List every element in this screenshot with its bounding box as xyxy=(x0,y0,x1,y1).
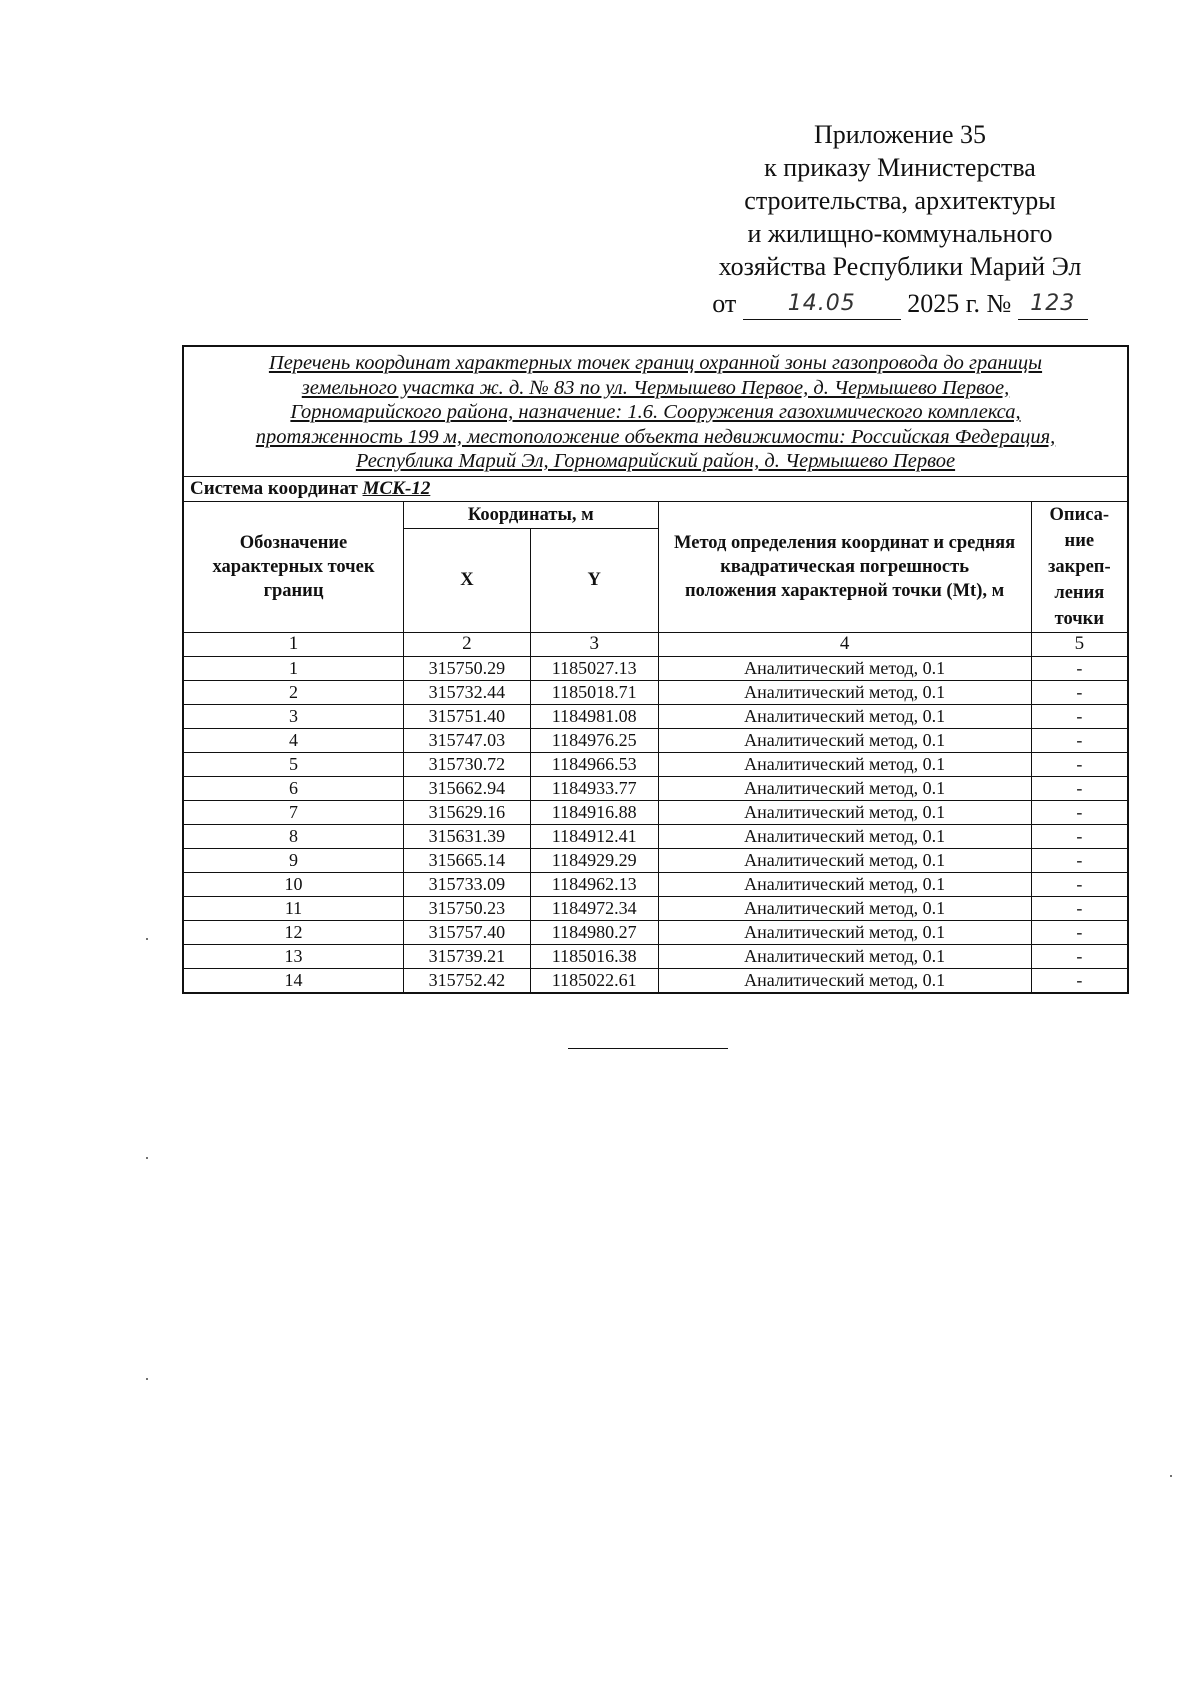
y-cell: 1184980.27 xyxy=(530,920,658,944)
y-cell: 1184912.41 xyxy=(530,824,658,848)
header-method: Метод определения координат и средняя квадратическая погрешность положения характерной точки (Mt), м xyxy=(658,501,1031,632)
table-row xyxy=(183,968,1128,993)
x-cell: 315750.23 xyxy=(404,896,531,920)
scan-speck xyxy=(146,1157,148,1159)
x-cell: 315730.72 xyxy=(404,752,531,776)
table-row xyxy=(183,896,1128,920)
table-row xyxy=(183,920,1128,944)
appendix-line: хозяйства Республики Марий Эл xyxy=(718,252,1082,281)
header-description-line: ние xyxy=(1064,530,1095,551)
y-cell: 1184933.77 xyxy=(530,776,658,800)
x-cell: 315662.94 xyxy=(404,776,531,800)
column-number: 3 xyxy=(530,632,658,656)
appendix-line: Приложение 35 xyxy=(813,120,987,149)
column-number: 4 xyxy=(658,632,1031,656)
point-number-cell: 7 xyxy=(183,800,404,824)
table-row xyxy=(183,680,1128,704)
table-row xyxy=(183,776,1128,800)
description-cell: - xyxy=(1031,800,1128,824)
number-field xyxy=(1018,289,1088,320)
method-cell: Аналитический метод, 0.1 xyxy=(658,680,1031,704)
method-cell: Аналитический метод, 0.1 xyxy=(658,800,1031,824)
x-cell: 315665.14 xyxy=(404,848,531,872)
table-body xyxy=(183,656,1128,993)
method-cell: Аналитический метод, 0.1 xyxy=(658,752,1031,776)
table-title-line: протяженность 199 м, местоположение объекта недвижимости: Российская Федерация, xyxy=(255,425,1056,448)
description-cell: - xyxy=(1031,872,1128,896)
table-row xyxy=(183,656,1128,680)
header-point: Обозначение характерных точек границ xyxy=(183,501,404,632)
coordinate-system-value: МСК-12 xyxy=(362,477,431,499)
y-cell: 1185018.71 xyxy=(530,680,658,704)
y-cell: 1184966.53 xyxy=(530,752,658,776)
column-number-row xyxy=(183,632,1128,656)
point-number-cell: 13 xyxy=(183,944,404,968)
description-cell: - xyxy=(1031,920,1128,944)
x-cell: 315747.03 xyxy=(404,728,531,752)
point-number-cell: 6 xyxy=(183,776,404,800)
appendix-line: строительства, архитектуры xyxy=(744,186,1056,215)
method-cell: Аналитический метод, 0.1 xyxy=(658,704,1031,728)
x-cell: 315750.29 xyxy=(404,656,531,680)
description-cell: - xyxy=(1031,848,1128,872)
x-cell: 315739.21 xyxy=(404,944,531,968)
description-cell: - xyxy=(1031,896,1128,920)
table-row xyxy=(183,704,1128,728)
table-row xyxy=(183,728,1128,752)
description-cell: - xyxy=(1031,704,1128,728)
table-row xyxy=(183,872,1128,896)
appendix-header xyxy=(690,118,1110,320)
description-cell: - xyxy=(1031,944,1128,968)
appendix-date-line xyxy=(690,287,1110,320)
method-cell: Аналитический метод, 0.1 xyxy=(658,656,1031,680)
description-cell: - xyxy=(1031,968,1128,993)
description-cell: - xyxy=(1031,728,1128,752)
table-title-line: Горномарийского района, назначение: 1.6. Сооружения газохимического комплекса, xyxy=(290,401,1021,423)
y-cell: 1184962.13 xyxy=(530,872,658,896)
coordinate-system xyxy=(183,476,1128,501)
description-cell: - xyxy=(1031,680,1128,704)
y-cell: 1184929.29 xyxy=(530,848,658,872)
header-y: Y xyxy=(530,529,658,632)
header-description-line: точки xyxy=(1054,608,1104,629)
table-title-line: земельного участка ж. д. № 83 по ул. Чермышево Первое, д. Чермышево Первое, xyxy=(301,376,1010,399)
date-prefix: от xyxy=(712,289,737,318)
appendix-line: к приказу Министерства xyxy=(764,153,1036,182)
description-cell: - xyxy=(1031,656,1128,680)
point-number-cell: 5 xyxy=(183,752,404,776)
method-cell: Аналитический метод, 0.1 xyxy=(658,848,1031,872)
number-handwritten: 123 xyxy=(1030,291,1076,316)
header-description-line: закреп- xyxy=(1047,556,1111,577)
method-cell: Аналитический метод, 0.1 xyxy=(658,968,1031,993)
year-number-text: 2025 г. № xyxy=(907,289,1012,318)
x-cell: 315629.16 xyxy=(404,800,531,824)
x-cell: 315752.42 xyxy=(404,968,531,993)
point-number-cell: 2 xyxy=(183,680,404,704)
table-row xyxy=(183,848,1128,872)
method-cell: Аналитический метод, 0.1 xyxy=(658,920,1031,944)
table-row xyxy=(183,944,1128,968)
point-number-cell: 4 xyxy=(183,728,404,752)
table-title-line: Республика Марий Эл, Горномарийский район, д. Чермышево Первое xyxy=(355,450,956,472)
column-number: 1 xyxy=(183,632,404,656)
y-cell: 1184972.34 xyxy=(530,896,658,920)
table-row xyxy=(183,800,1128,824)
appendix-line: и жилищно-коммунального xyxy=(747,219,1053,248)
method-cell: Аналитический метод, 0.1 xyxy=(658,872,1031,896)
x-cell: 315732.44 xyxy=(404,680,531,704)
description-cell: - xyxy=(1031,824,1128,848)
point-number-cell: 11 xyxy=(183,896,404,920)
date-handwritten: 14.05 xyxy=(787,291,856,316)
column-number: 2 xyxy=(404,632,531,656)
column-number: 5 xyxy=(1031,632,1128,656)
point-number-cell: 12 xyxy=(183,920,404,944)
y-cell: 1185022.61 xyxy=(530,968,658,993)
point-number-cell: 10 xyxy=(183,872,404,896)
end-divider xyxy=(568,1048,728,1049)
table-title-line: Перечень координат характерных точек границ охранной зоны газопровода до границы xyxy=(268,352,1043,374)
coordinates-table xyxy=(182,345,1129,994)
point-number-cell: 1 xyxy=(183,656,404,680)
method-cell: Аналитический метод, 0.1 xyxy=(658,728,1031,752)
y-cell: 1184916.88 xyxy=(530,800,658,824)
point-number-cell: 8 xyxy=(183,824,404,848)
x-cell: 315751.40 xyxy=(404,704,531,728)
header-description-line: ления xyxy=(1054,582,1105,603)
point-number-cell: 14 xyxy=(183,968,404,993)
table-row xyxy=(183,752,1128,776)
y-cell: 1185027.13 xyxy=(530,656,658,680)
method-cell: Аналитический метод, 0.1 xyxy=(658,896,1031,920)
scan-speck xyxy=(146,938,148,940)
y-cell: 1184981.08 xyxy=(530,704,658,728)
point-number-cell: 9 xyxy=(183,848,404,872)
y-cell: 1184976.25 xyxy=(530,728,658,752)
point-number-cell: 3 xyxy=(183,704,404,728)
coordinate-system-label: Система координат xyxy=(190,477,358,499)
table-row xyxy=(183,824,1128,848)
scan-speck xyxy=(1170,1475,1172,1477)
date-field xyxy=(743,289,901,320)
description-cell: - xyxy=(1031,752,1128,776)
x-cell: 315757.40 xyxy=(404,920,531,944)
table-title xyxy=(183,346,1128,476)
header-description-line: Описа- xyxy=(1049,504,1110,525)
header-x: X xyxy=(404,529,531,632)
x-cell: 315631.39 xyxy=(404,824,531,848)
y-cell: 1185016.38 xyxy=(530,944,658,968)
x-cell: 315733.09 xyxy=(404,872,531,896)
header-coords: Координаты, м xyxy=(404,501,659,529)
scan-speck xyxy=(146,1378,148,1380)
method-cell: Аналитический метод, 0.1 xyxy=(658,776,1031,800)
header-description xyxy=(1031,501,1128,632)
method-cell: Аналитический метод, 0.1 xyxy=(658,824,1031,848)
description-cell: - xyxy=(1031,776,1128,800)
method-cell: Аналитический метод, 0.1 xyxy=(658,944,1031,968)
